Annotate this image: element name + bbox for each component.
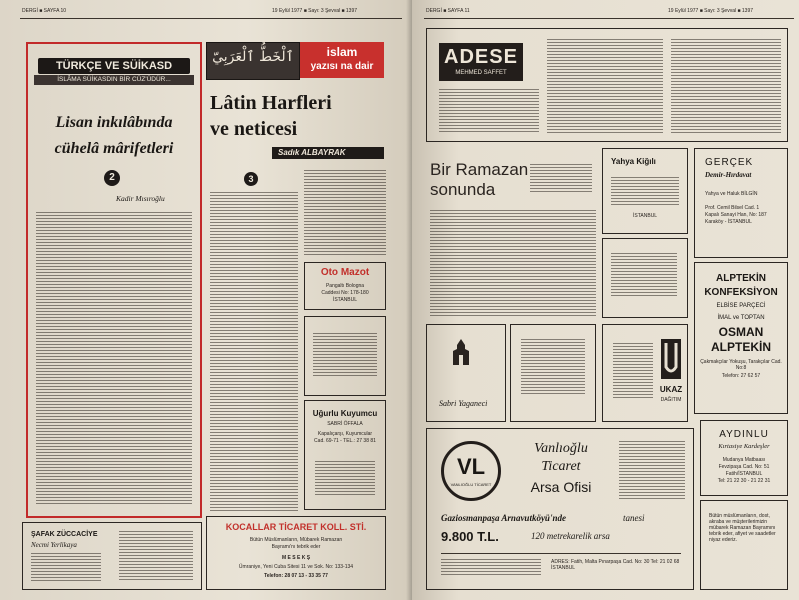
turkce-body xyxy=(36,212,192,504)
aydinlu-line-3: Fatih/İSTANBUL xyxy=(725,471,763,477)
vanlioglu-hour: tanesi xyxy=(623,513,645,523)
kocallar-title: KOCALLAR TİCARET KOLL. STİ. xyxy=(225,522,367,532)
islam-banner-1: islam xyxy=(326,45,358,59)
vanlioglu-body xyxy=(619,441,685,501)
yahya-body xyxy=(611,177,679,207)
kocallar-phone: Telefon: 28 07 13 - 33 35 77 xyxy=(264,573,328,579)
ukaz-sub: DAĞITIM xyxy=(660,397,682,403)
gercek-line-3: Karaköy - İSTANBUL xyxy=(705,219,752,225)
alptekin-owner-2: ALPTEKİN xyxy=(711,340,771,354)
alptekin-owner: OSMAN xyxy=(718,325,764,339)
alptekin-mid: İMAL ve TOPTAN xyxy=(717,315,765,321)
ramazan-headline-2: sonunda xyxy=(430,180,496,199)
islam-headline-1: Lâtin Harfleri xyxy=(210,92,332,114)
turkce-article xyxy=(26,42,202,518)
oto-title: Oto Mazot xyxy=(320,267,370,278)
vanlioglu-logo-sub: VANLIOĞLU TİCARET xyxy=(450,482,492,487)
aydinlu-title: AYDINLU xyxy=(719,429,769,440)
ramazan-intro xyxy=(530,164,592,194)
signature: Sabri Yaganeci xyxy=(439,399,488,408)
ugurlu-line-2: Cad. 69-71 - TEL.: 27 38 81 xyxy=(314,438,376,444)
left-folio: DERGİ ■ SAYFA 10 xyxy=(22,8,67,14)
vanlioglu-note xyxy=(441,559,541,575)
aydinlu-line-2: Fevzipaşa Cad. No: 51 xyxy=(718,464,770,470)
alptekin-product: ELBİSE PARÇECİ xyxy=(716,303,766,309)
adese-ad xyxy=(426,28,788,142)
safak-body-1 xyxy=(31,553,101,581)
oto-line-3: İSTANBUL xyxy=(332,297,358,303)
ugurlu-title: Uğurlu Kuyumcu xyxy=(312,409,378,418)
alptekin-phone: Telefon: 27 62 57 xyxy=(721,373,761,379)
ukaz-brand: UKAZ xyxy=(659,385,683,394)
islam-banner xyxy=(300,42,384,78)
ugurlu-owner: SABRİ ÖFFALA xyxy=(327,421,363,427)
right-page xyxy=(412,0,799,600)
vanlioglu-title-1: Vanlıoğlu xyxy=(534,441,588,456)
islam-banner-2: yazısı na dair xyxy=(310,61,374,72)
islam-body-col-2 xyxy=(304,170,386,256)
ukaz-ad xyxy=(602,324,688,422)
ukaz-logo xyxy=(661,339,681,379)
turkce-number: 2 xyxy=(104,170,120,186)
greeting-ad-1 xyxy=(304,316,386,396)
turkce-author: Kadir Mısıroğlu xyxy=(116,194,165,203)
vanlioglu-location: Gaziosmanpaşa Arnavutköyü'nde xyxy=(441,513,566,523)
greeting-ad-4 xyxy=(700,500,788,590)
greeting-text-1 xyxy=(313,333,377,377)
islam-body-col-1 xyxy=(210,192,298,512)
kocallar-line-2: Bayramı'nı tebrik eder xyxy=(271,544,321,550)
vanlioglu-ad xyxy=(426,428,694,590)
safak-ad xyxy=(22,522,202,590)
turkce-subtitle: İSLÂMA SÜİKASDIN BİR CÜZ'ÜDÜR... xyxy=(34,75,194,85)
ramazan-headline-1: Bir Ramazan xyxy=(430,160,529,179)
ramazan-body xyxy=(430,210,596,318)
oto-mazot-ad xyxy=(304,262,386,310)
yahya-ad xyxy=(602,148,688,234)
alptekin-title-2: KONFEKSİYON xyxy=(704,287,778,298)
gercek-ad xyxy=(694,148,788,258)
adese-body-2 xyxy=(547,39,663,133)
gercek-title: GERÇEK xyxy=(705,157,754,168)
vanlioglu-price-note: 120 metrekarelik arsa xyxy=(531,531,610,541)
adese-logo xyxy=(439,43,523,81)
vanlioglu-address: ADRES: Fatih, Malta Pınarpaşa Cad. No: 30 Tel: 21 02 68 İSTANBUL xyxy=(551,559,680,571)
adese-body-1 xyxy=(439,89,539,133)
safak-sub: Necmi Yerlikaya xyxy=(31,541,77,549)
greeting-text-3 xyxy=(521,339,585,395)
emblem-ad xyxy=(426,324,506,422)
greeting-ad-3 xyxy=(510,324,596,422)
gercek-line-1: Prof. Cemil Bilsel Cad. 1 xyxy=(705,205,760,211)
left-folio-date: 19 Eylül 1977 ■ Sayı: 3 Şevval ■ 1397 xyxy=(272,8,358,14)
alptekin-ad xyxy=(694,262,788,414)
alptekin-title-1: ALPTEKİN xyxy=(716,273,766,284)
islam-author: Sadık ALBAYRAK xyxy=(272,147,384,159)
islam-headline-2: ve neticesi xyxy=(210,118,298,140)
adese-body-3 xyxy=(671,39,781,133)
adese-sub: MEHMED SAFFET xyxy=(455,70,507,76)
ugurlu-ad xyxy=(304,400,386,510)
gercek-line-2: Kapalı Sanayi Han, No: 187 xyxy=(705,212,767,218)
vanlioglu-logo xyxy=(441,441,501,501)
turkce-headline-2: cühelâ mârifetleri xyxy=(54,140,174,157)
safak-body-2 xyxy=(119,531,193,581)
vanlioglu-price: 9.800 T.L. xyxy=(441,529,499,544)
calligraphy-text: ٱلْخَطُّ ٱلْعَرَبِيّ xyxy=(212,49,294,65)
aydinlu-line-4: Tel: 21 22 30 - 21 22 31 xyxy=(717,478,771,484)
turkce-title: TÜRKÇE VE SÜİKASD xyxy=(38,58,190,74)
alptekin-address: Çakmakçılar Yokuşu, Tarakçılar Cad. No:8 xyxy=(700,359,782,371)
vanlioglu-logo-text: VL xyxy=(456,454,486,479)
kocallar-line-1: Bütün Müslümanların, Mübarek Ramazan xyxy=(249,537,343,543)
ugurlu-body xyxy=(315,461,375,497)
kocallar-ad xyxy=(206,516,386,590)
aydinlu-sub: Kırtasiye Kardeşler xyxy=(718,443,770,450)
right-folio: DERGİ ■ SAYFA 11 xyxy=(426,8,470,14)
adese-brand: ADESE xyxy=(444,46,518,68)
greeting-ad-2 xyxy=(602,238,688,318)
vanlioglu-title-2: Ticaret xyxy=(541,459,581,474)
mosque-icon xyxy=(449,337,473,367)
islam-number: 3 xyxy=(244,172,258,186)
turkce-headline-1: Lisan inkılâbında xyxy=(55,114,173,131)
greeting-text-2 xyxy=(611,253,677,297)
aydinlu-ad xyxy=(700,420,788,496)
yahya-title: Yahya Kiğılı xyxy=(611,157,656,166)
kocallar-address: Ümraniye, Yeni Cuba Sitesi 11 ve Sok. No: 133-134 xyxy=(238,564,354,570)
kocallar-owner: M E S E K Ş xyxy=(281,555,311,561)
vanlioglu-title-3: Arsa Ofisi xyxy=(530,479,592,495)
gercek-sub: Demir-Hırdavat xyxy=(705,171,752,179)
calligraphy-banner xyxy=(206,42,300,80)
yahya-place: İSTANBUL xyxy=(633,213,658,219)
aydinlu-line-1: Mudanya Matbaası xyxy=(722,457,766,463)
gercek-owners: Yahya ve Haluk BİLGİN xyxy=(705,191,758,197)
ugurlu-line-1: Kapalıçarşı, Kuyumcular xyxy=(317,431,373,437)
safak-title: ŞAFAK ZÜCCACİYE xyxy=(31,531,98,538)
oto-line-1: Pangaltı Bologna xyxy=(325,283,365,289)
oto-line-2: Caddesi No: 178-180 xyxy=(321,290,369,296)
greeting-text-4: Bütün müslümanların, dost, akraba ve müşterilerimizin mübarek Ramazan Bayramını tebrik eder, afiyet ve saadetler niyaz ederiz. xyxy=(709,513,776,543)
right-folio-date: 19 Eylül 1977 ■ Sayı: 3 Şevval ■ 1397 xyxy=(668,8,754,14)
ukaz-body xyxy=(613,343,653,399)
